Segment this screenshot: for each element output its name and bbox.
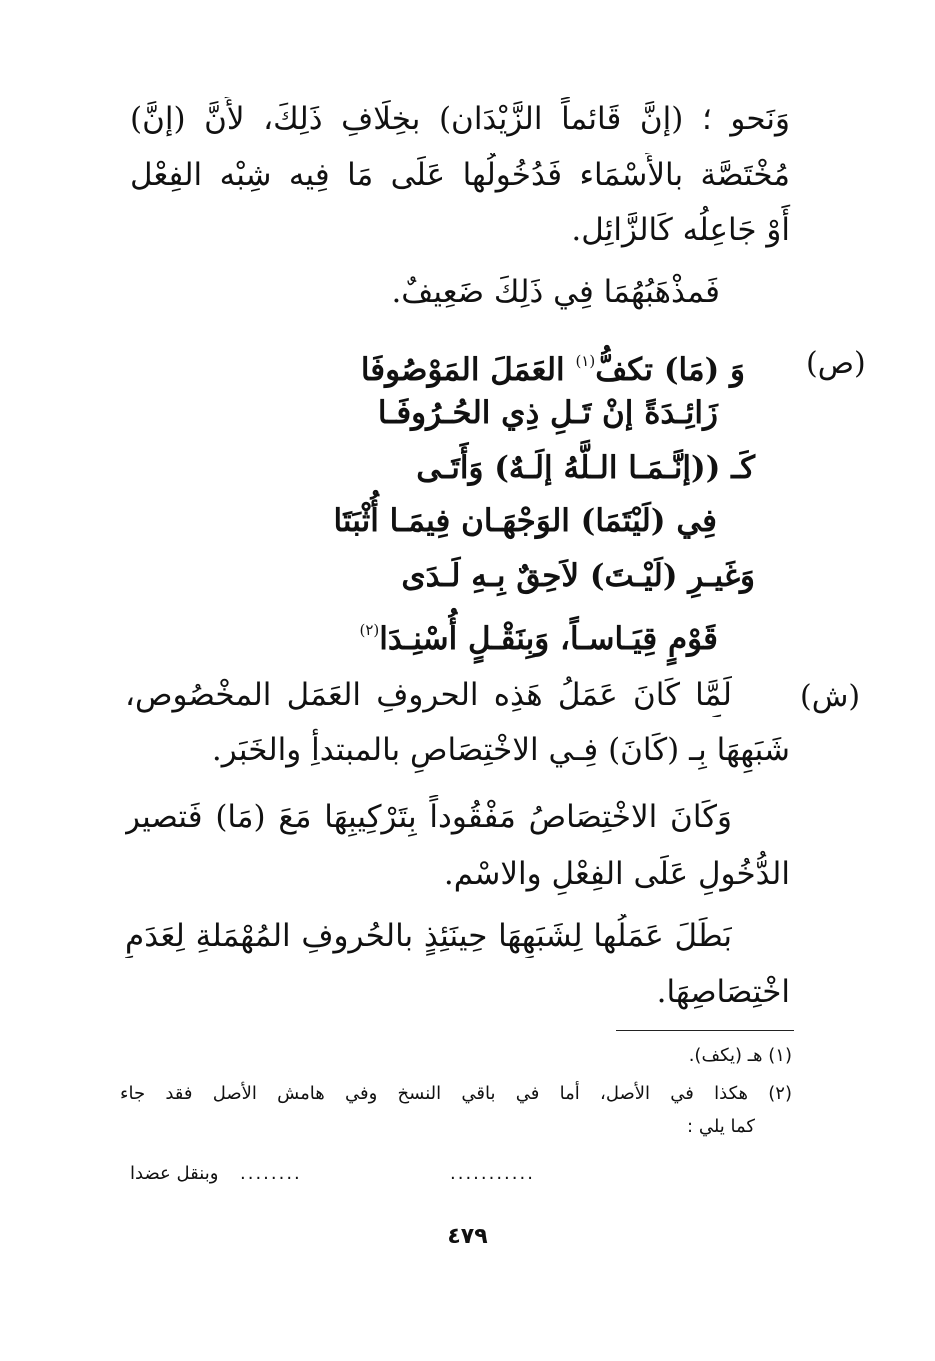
matn-marker: (ص) (806, 346, 866, 381)
footnote-ref-2: (٢) (359, 621, 380, 639)
verse-1-text: وَ (مَا) تكفُّ (595, 352, 745, 388)
footnote-ref-1: (١) (575, 352, 596, 370)
para3-line1: وَكَانَ الاخْتِصَاصُ مَفْقُوداً بِتَرْكِيبِهَا مَعَ (مَا) فَتصير (125, 799, 732, 835)
sharh-line1: لَمَّا كَانَ عَمَلُ هَذِه الحروفِ العَمَل المخْصُوص، (125, 677, 732, 713)
para3-line2: الدُّخُولِ عَلَى الفِعْلِ والاسْم. (443, 856, 790, 892)
verse-2: زَائِـدَةً إنْ تَـلِ ذِي الحُـرُوفَـا (377, 395, 718, 431)
verse-1-rest: العَمَلَ المَوْصُوفَا (360, 352, 576, 388)
footnote-2-line2: كما يلي : (687, 1116, 755, 1137)
footnote-dots-right: ........... (450, 1163, 535, 1184)
verse-1 (361, 338, 745, 393)
para1-line3: أَوْ جَاعِلُه كَالزَّائِل. (571, 212, 790, 248)
footnote-1: (١) هـ (يكف). (688, 1045, 792, 1066)
sharh-line2: شَبَهِهَا بِـ (كَانَ) فِـي الاخْتِصَاصِ بالمبتدأِ والخَبَر. (211, 732, 790, 768)
para1-line1: وَنَحو ؛ (إنَّ قَائماً الزَّيْدَان) بخِلَافِ ذَلِكَ، لأَنَّ (إنَّ) (130, 101, 790, 137)
footnote-2-line1: (٢) هكذا في الأصل، أما في باقي النسخ وفي هامش الأصل فقد جاء (120, 1083, 792, 1104)
footnote-dots-left: ........ (240, 1163, 302, 1184)
footnote-verse-variant: وبنقل عضدا (130, 1163, 219, 1184)
verse-3: كَـ ((إنَّـمَـا الـلَّهُ إلَـهٌ) وَأَتَـى (416, 450, 755, 486)
para4-line1: بَطَلَ عَمَلُها لِشَبَهِهَا حِينَئِذٍ بالحُروفِ المُهْمَلةِ لِعَدَمِ (125, 918, 732, 954)
para2-line: فَمذْهَبُهُمَا فِي ذَلِكَ ضَعِيفٌ. (391, 274, 720, 310)
verse-6 (360, 607, 719, 662)
footnote-divider (616, 1030, 794, 1031)
page-number: ٤٧٩ (447, 1224, 488, 1249)
para1-line2: مُخْتَصَّة بالأَسْمَاء فَدُخُولُها عَلَى مَا فِيه شِبْه الفِعْل (130, 157, 790, 193)
verse-5: وَغَيـرِ (لَيْـتَ) لاَحِقٌ بِـهِ لَـدَى (401, 558, 755, 594)
para4-line2: اخْتِصَاصِهَا. (656, 974, 790, 1010)
verse-6-text: قَوْمٍ قِيَـاسـاً، وَبِنَقْـلٍ أُسْنِـدَا (379, 621, 718, 657)
verse-4: فِي (لَيْتَمَا) الوَجْهَـان فِيمَـا أُثْبَتَا (333, 503, 717, 539)
sharh-marker: (ش) (800, 679, 861, 714)
